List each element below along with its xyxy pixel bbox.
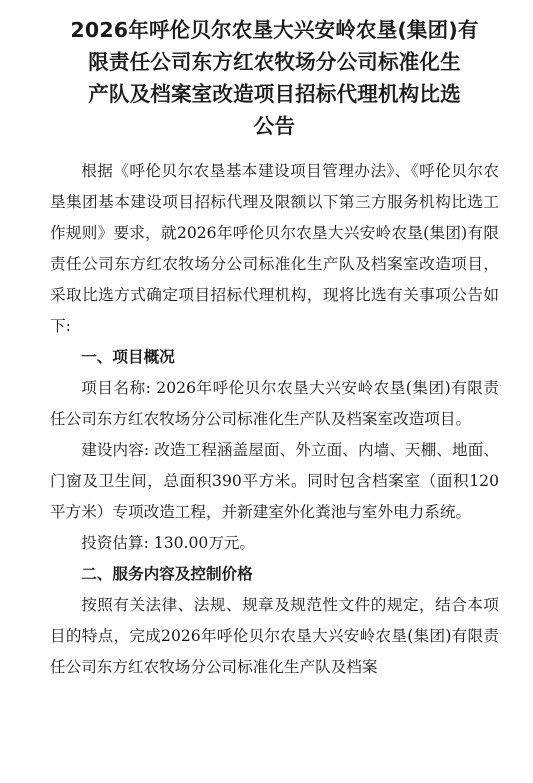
section-heading-service-content: 二、服务内容及控制价格 <box>81 565 253 583</box>
construction-content-paragraph: 建设内容: 改造工程涵盖屋面、外立面、内墙、天棚、地面、门窗及卫生间，总面积390平方米。同时包含档案室（面积120平方米）专项改造工程，并新建室外化粪池与室外电力系统。 <box>50 441 499 521</box>
title-line-3: 产队及档案室改造项目招标代理机构比选 <box>88 82 461 106</box>
project-name-paragraph: 项目名称: 2026年呼伦贝尔农垦大兴安岭农垦(集团)有限责任公司东方红农牧场分公司标准化生产队及档案室改造项目。 <box>50 379 499 428</box>
section-service-content <box>50 559 499 683</box>
title-line-2: 限责任公司东方红农牧场分公司标准化生 <box>88 50 461 74</box>
intro-paragraph: 根据《呼伦贝尔农垦基本建设项目管理办法》、《呼伦贝尔农垦集团基本建设项目招标代理及限额以下第三方服务机构比选工作规则》要求，就2026年呼伦贝尔农垦大兴安岭农垦(集团)有限责任公司东方红农牧场分公司标准化生产队及档案室改造项目，采取比选方式确定项目招标代理机构，现将比选有关事项公告如下: <box>50 162 499 335</box>
title-line-1: 2026年呼伦贝尔农垦大兴安岭农垦(集团)有 <box>70 18 479 42</box>
service-content-paragraph: 按照有关法律、法规、规章及规范性文件的规定，结合本项目的特点，完成2026年呼伦贝尔农垦大兴安岭农垦(集团)有限责任公司东方红农牧场分公司标准化生产队及档案 <box>50 596 499 676</box>
document-title <box>50 14 499 142</box>
section-heading-project-overview: 一、项目概况 <box>81 348 175 366</box>
title-line-4: 公告 <box>253 114 296 138</box>
investment-estimate-paragraph: 投资估算: 130.00万元。 <box>81 534 256 552</box>
section-project-overview <box>50 342 499 559</box>
